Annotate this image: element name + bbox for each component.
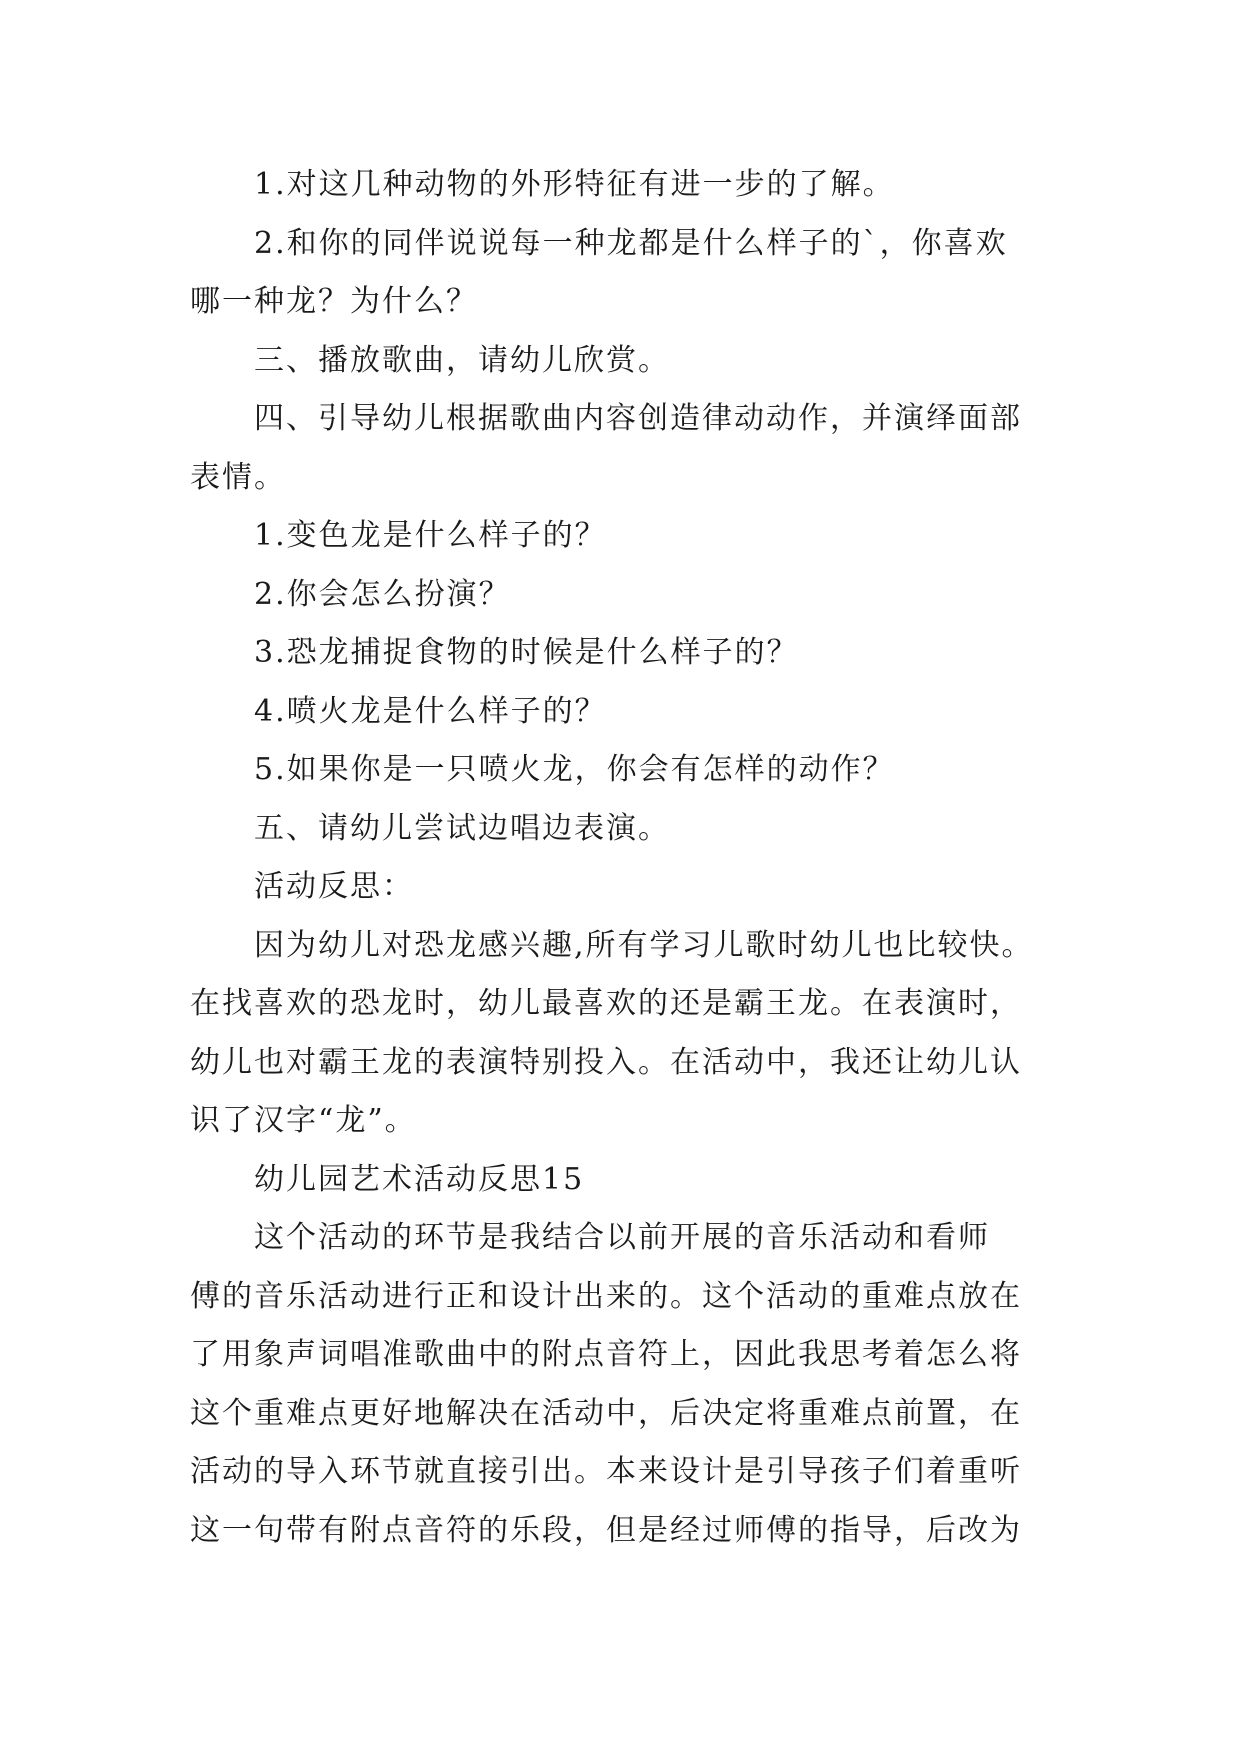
paragraph-line: 4.喷火龙是什么样子的？ bbox=[254, 693, 607, 729]
paragraph-line: 了用象声词唱准歌曲中的附点音符上，因此我思考着怎么将 bbox=[190, 1337, 1022, 1372]
paragraph-line: 因为幼儿对恐龙感兴趣,所有学习儿歌时幼儿也比较快。 bbox=[254, 927, 1034, 963]
paragraph-line: 这一句带有附点音符的乐段，但是经过师傅的指导，后改为 bbox=[190, 1512, 1022, 1548]
section-heading: 活动反思： bbox=[254, 869, 414, 904]
paragraph-line: 活动的导入环节就直接引出。本来设计是引导孩子们着重听 bbox=[190, 1454, 1022, 1489]
paragraph-line: 五、请幼儿尝试边唱边表演。 bbox=[254, 810, 670, 846]
paragraph-line: 2.你会怎么扮演？ bbox=[254, 576, 511, 612]
section-title: 幼儿园艺术活动反思15 bbox=[254, 1161, 585, 1197]
paragraph-line: 在找喜欢的恐龙时，幼儿最喜欢的还是霸王龙。在表演时， bbox=[190, 986, 1022, 1021]
paragraph-line: 表情。 bbox=[190, 459, 286, 495]
paragraph-line: 这个重难点更好地解决在活动中，后决定将重难点前置，在 bbox=[190, 1395, 1022, 1431]
paragraph-line: 这个活动的环节是我结合以前开展的音乐活动和看师 bbox=[254, 1220, 990, 1255]
paragraph-line: 1.变色龙是什么样子的？ bbox=[254, 518, 607, 553]
paragraph-line: 5.如果你是一只喷火龙，你会有怎样的动作？ bbox=[254, 752, 895, 787]
paragraph-line: 哪一种龙？为什么？ bbox=[190, 284, 478, 319]
paragraph-line: 3.恐龙捕捉食物的时候是什么样子的？ bbox=[254, 635, 799, 670]
paragraph-line: 三、播放歌曲，请幼儿欣赏。 bbox=[254, 342, 670, 378]
paragraph-line: 2.和你的同伴说说每一种龙都是什么样子的`，你喜欢 bbox=[254, 225, 1008, 261]
document-body bbox=[190, 156, 1060, 1560]
paragraph-line: 1.对这几种动物的外形特征有进一步的了解。 bbox=[254, 167, 895, 202]
paragraph-line: 四、引导幼儿根据歌曲内容创造律动动作，并演绎面部 bbox=[254, 401, 1022, 436]
paragraph-line: 幼儿也对霸王龙的表演特别投入。在活动中，我还让幼儿认 bbox=[190, 1044, 1022, 1080]
paragraph-line: 识了汉字“龙”。 bbox=[190, 1103, 417, 1138]
paragraph-line: 傅的音乐活动进行正和设计出来的。这个活动的重难点放在 bbox=[190, 1278, 1022, 1314]
